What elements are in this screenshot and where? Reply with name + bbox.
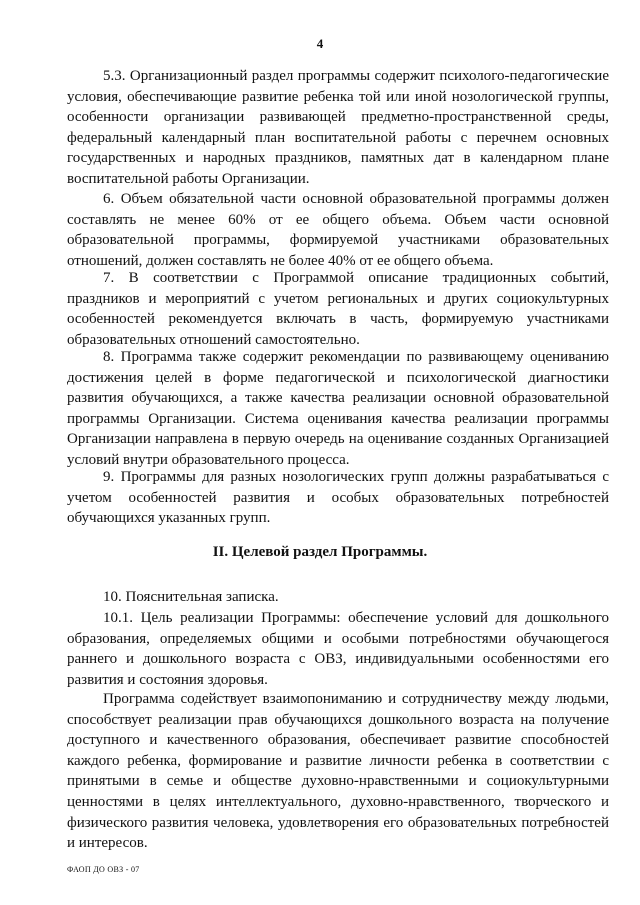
paragraph-program-goals: Программа содействует взаимопониманию и сотрудничеству между людьми, способствует реализации прав обучающихся дошкольного возраста на получение доступного и качественного образования, обеспечивает развитие способностей каждого ребенка, формирование и развитие личности ребенка в соответствии с принятыми в семье и обществе духовно-нравственными и социокультурными ценностями в целях интеллектуального, духовно-нравственного, творческого и физического развития человека, удовлетворения его образовательных потребностей и интересов. (67, 691, 609, 852)
paragraph-9: 9. Программы для разных нозологических групп должны разрабатываться с учетом особенностей развития и особых образовательных потребностей обучающихся указанных групп. (67, 469, 609, 527)
paragraph-6: 6. Объем обязательной части основной образовательной программы должен составлять не менее 60% от ее общего объема. Объем части основной образовательной программы, формируемой участниками образовательных отношений, должен составлять не более 40% от ее общего объема. (67, 191, 609, 269)
page-number: 4 (316, 36, 324, 51)
section-heading: II. Целевой раздел Программы. (212, 544, 428, 560)
paragraph-8: 8. Программа также содержит рекомендации по развивающему оцениванию достижения целей в форме педагогической и психологической диагностики развития обучающихся, а также качества реализации основной образовательной программы Организации. Система оценивания качества реализации программы Организации направлена в первую очередь на оценивание созданных Организацией условий внутри образовательного процесса. (67, 349, 609, 468)
paragraph-10: 10. Пояснительная записка. (103, 589, 279, 605)
paragraph-7: 7. В соответствии с Программой описание традиционных событий, праздников и мероприятий с учетом региональных и других социокультурных особенностей рекомендуется включать в часть, формируемую участниками образовательных отношений самостоятельно. (67, 270, 609, 348)
paragraph-10-1: 10.1. Цель реализации Программы: обеспечение условий для дошкольного образования, определяемых общими и особыми потребностями обучающегося раннего и дошкольного возраста с ОВЗ, индивидуальными особенностями его развития и состояния здоровья. (67, 610, 609, 688)
document-footer: ФАОП ДО ОВЗ - 07 (67, 865, 140, 874)
paragraph-5-3: 5.3. Организационный раздел программы содержит психолого-педагогические условия, обеспечивающие развитие ребенка той или иной нозологической группы, особенности организации развивающей предметно-пространственной среды, федеральный календарный план воспитательной работы с перечнем основных государственных и народных праздников, памятных дат в календарном плане воспитательной работы Организации. (67, 68, 609, 187)
